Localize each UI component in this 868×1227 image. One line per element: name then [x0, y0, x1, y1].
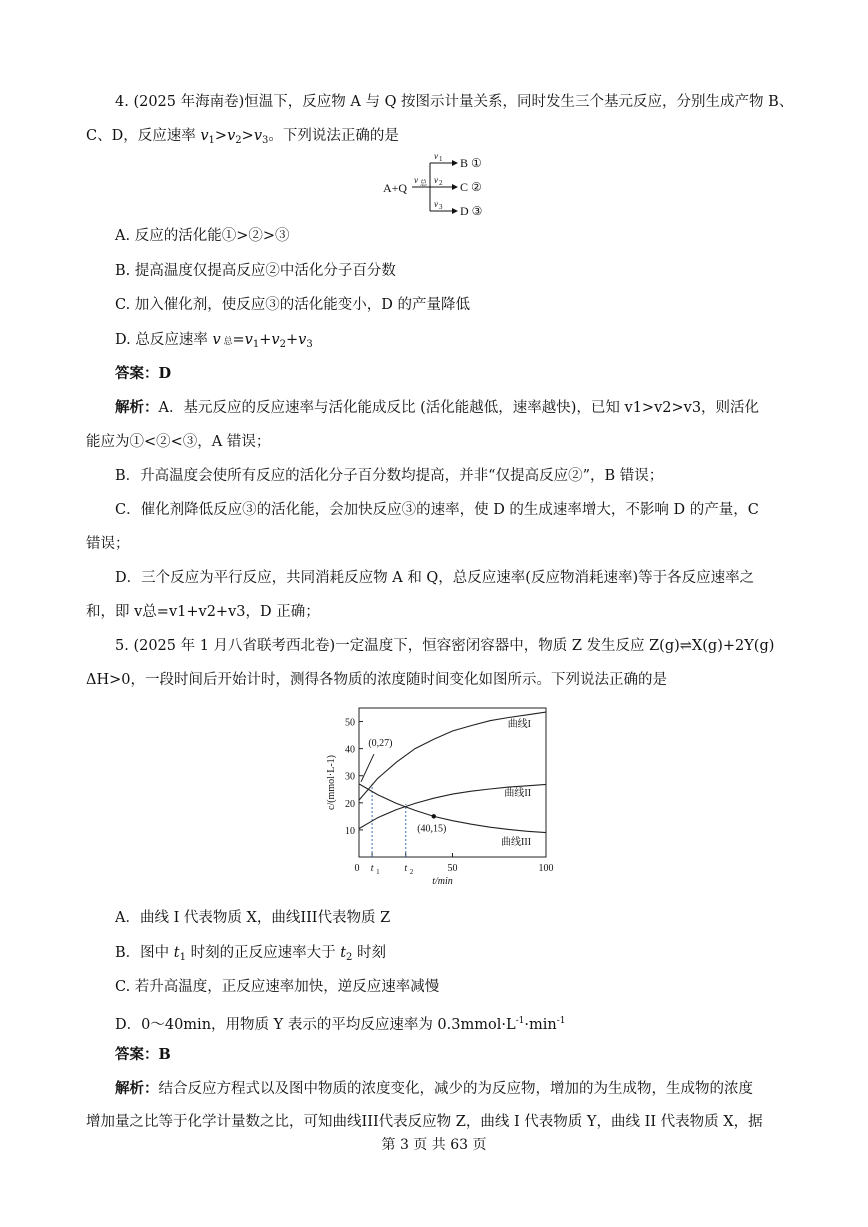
q5-answer: 答案：B [115, 1046, 171, 1063]
svg-text:v: v [414, 175, 418, 185]
series-label-3: 曲线III [501, 836, 532, 848]
x-tick-label: 0 [354, 863, 360, 874]
q4-stem-line1: 4. (2025 年海南卷)恒温下，反应物 A 与 Q 按图示计量关系，同时发生三个基元反应，分别生成产物 B、 [115, 94, 794, 110]
q4-option-d: D. 总反应速率 v 总$=v_1+v_2+v_3$ [115, 332, 313, 350]
svg-text:v: v [434, 199, 438, 209]
y-tick-label: 30 [345, 771, 355, 783]
q5-stem-line1: 5. (2025 年 1 月八省联考西北卷)一定温度下，恒容密闭容器中，物质 Z 发生反应 Z(g)⇌X(g)+2Y(g) [115, 638, 775, 654]
q4-option-a: A. 反应的活化能①>②>③ [115, 228, 290, 244]
q4-stem-line2: C、D，反应速率 $v_1>v_2>v_3$。下列说法正确的是 [86, 128, 399, 146]
page-footer: 第 3 页 共 63 页 [381, 1137, 487, 1153]
q4-analysis-line6: D．三个反应为平行反应，共同消耗反应物 A 和 Q，总反应速率(反应物消耗速率)等于各反应速率之 [115, 570, 755, 586]
series-label-1: 曲线I [507, 718, 532, 730]
y-axis-label: c/(mmol·L-1) [326, 755, 337, 810]
y-tick-label: 20 [345, 798, 355, 810]
concentration-time-chart [322, 700, 554, 896]
q4-analysis-line1: 解析：A．基元反应的反应速率与活化能成反比 (活化能越低，速率越快)，已知 v1>v2>v3，则活化 [115, 399, 760, 416]
annotation-label: (0,27) [368, 737, 393, 749]
q5-stem-line2: ΔH>0，一段时间后开始计时，测得各物质的浓度随时间变化如图所示。下列说法正确的是 [86, 672, 667, 688]
annotation-point [432, 814, 436, 818]
x-tick-label: 100 [538, 863, 554, 874]
svg-text:3: 3 [439, 203, 443, 211]
scheme-reactants: A+Q [383, 181, 408, 195]
q5-option-a: A．曲线 I 代表物质 X，曲线III代表物质 Z [115, 910, 391, 926]
q4-option-c: C. 加入催化剂，使反应③的活化能变小，D 的产量降低 [115, 297, 471, 313]
svg-text:v: v [434, 151, 438, 161]
svg-text:2: 2 [439, 179, 443, 187]
scheme-product-c: C ② [460, 180, 482, 194]
q4-analysis-line7: 和，即 v总=v1+v2+v3，D 正确； [86, 604, 320, 620]
svg-text:1: 1 [439, 155, 443, 163]
svg-text:总: 总 [420, 179, 427, 187]
x-axis-label: t/min [432, 876, 453, 887]
scheme-product-b: B ① [460, 156, 482, 170]
plot-frame [359, 708, 546, 857]
scheme-product-d: D ③ [460, 204, 483, 218]
y-tick-label: 50 [345, 717, 355, 729]
q4-analysis-line3: B．升高温度会使所有反应的活化分子百分数均提高，并非“仅提高反应②”，B 错误； [115, 468, 664, 484]
q5-analysis-line2: 增加量之比等于化学计量数之比，可知曲线III代表反应物 Z，曲线 I 代表物质 Y，曲线 II 代表物质 X，据 [86, 1114, 763, 1130]
q5-analysis-line1: 解析：结合反应方程式以及图中物质的浓度变化，减少的为反应物，增加的为生成物，生成物的浓度 [115, 1080, 753, 1097]
q4-analysis-line5: 错误； [86, 536, 130, 552]
annotation-leader [361, 754, 374, 782]
q5-option-c: C. 若升高温度，正反应速率加快，逆反应速率减慢 [115, 979, 440, 995]
q4-option-b: B. 提高温度仅提高反应②中活化分子百分数 [115, 263, 396, 279]
y-tick-label: 10 [345, 825, 355, 837]
reaction-scheme [380, 150, 500, 220]
q4-answer: 答案：D [115, 365, 172, 382]
q5-option-b: B．图中 $t_1$ 时刻的正反应速率大于 $t_2$ 时刻 [115, 945, 386, 963]
x-tick-subscript: 2 [409, 868, 414, 876]
x-tick-label: t [404, 863, 408, 874]
series-label-2: 曲线II [504, 788, 532, 800]
q5-option-d: D．0～40min，用物质 Y 表示的平均反应速率为 $0.3mmol\cdot L^{-1}\cdot\min^{-1}$ [115, 1016, 566, 1033]
svg-text:v: v [434, 175, 438, 185]
x-tick-label: 50 [447, 863, 458, 874]
x-tick-subscript: 1 [376, 868, 380, 876]
q4-analysis-line2: 能应为①<②<③，A 错误； [86, 434, 271, 450]
q4-analysis-line4: C．催化剂降低反应③的活化能，会加快反应③的速率，使 D 的生成速率增大，不影响 D 的产量，C [115, 502, 759, 518]
y-tick-label: 40 [345, 744, 355, 756]
annotation-label: (40,15) [417, 823, 447, 835]
x-tick-label: t [370, 863, 374, 874]
